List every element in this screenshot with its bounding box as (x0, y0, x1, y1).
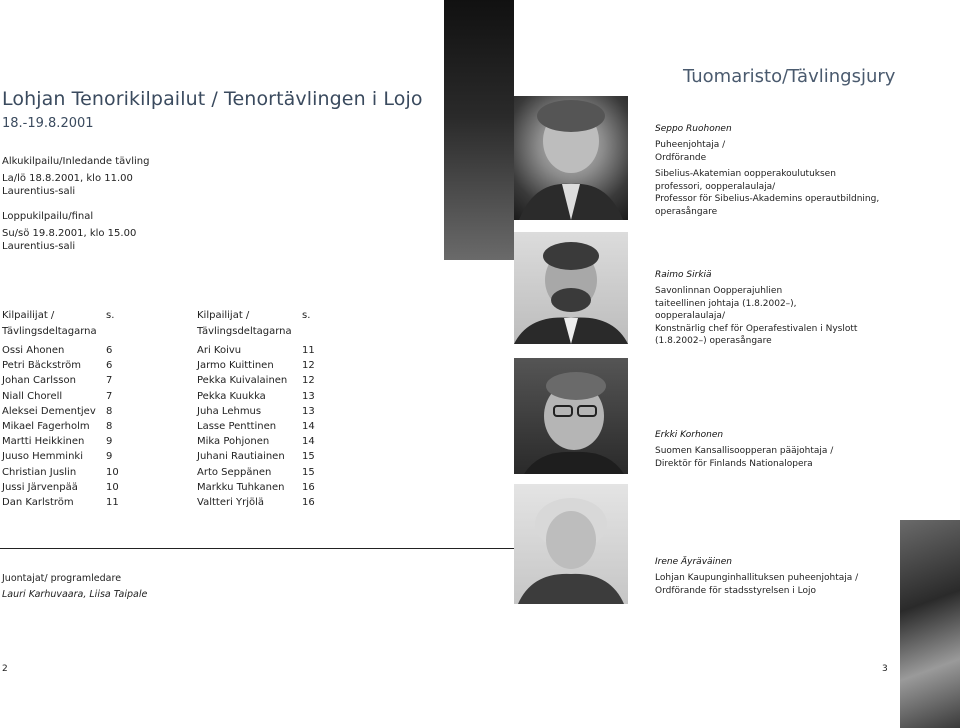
competitor-page: 10 (106, 466, 119, 478)
jury-role: Puheenjohtaja / (655, 140, 726, 150)
competitor-name: Niall Chorell (2, 390, 63, 402)
competitors-header-a (2, 308, 97, 340)
jury-bio: professori, oopperalaulaja/ (655, 181, 776, 192)
competitor-page: 13 (302, 405, 315, 417)
competitor-page: 15 (302, 451, 315, 463)
final-heading: Loppukilpailu/final (2, 211, 94, 222)
competitor-name: Markku Tuhkanen (197, 481, 285, 493)
prelim-heading: Alkukilpailu/Inledande tävling (2, 156, 150, 167)
portrait-shape (514, 96, 628, 220)
competitors-header-line1: Kilpailijat / (197, 310, 250, 321)
competitor-page: 15 (302, 466, 315, 478)
jury-bio: oopperalaulaja/ (655, 311, 725, 321)
competitor-page: 11 (106, 497, 119, 508)
competitor-name: Dan Karlström (2, 497, 74, 508)
portrait-shape (514, 232, 628, 344)
jury-member-2 (655, 270, 955, 348)
prelim-time: La/lö 18.8.2001, klo 11.00 (2, 173, 133, 184)
decorative-edge-image (900, 520, 960, 728)
jury-bio: Savonlinnan Oopperajuhlien (655, 286, 783, 296)
jury-bio: (1.8.2002–) operasångare (655, 336, 772, 346)
competitor-name: Lasse Penttinen (197, 421, 277, 432)
jury-photo-raimo-sirkia (514, 232, 628, 344)
jury-bio: Konstnärlig chef för Operafestivalen i Nyslott (655, 323, 858, 334)
page-col-header-a: s. (106, 310, 115, 321)
jury-bio: Sibelius-Akatemian oopperakoulutuksen (655, 169, 836, 179)
jury-bio: Professor för Sibelius-Akademins operautbildning, (655, 194, 880, 204)
competitor-page: 10 (106, 481, 119, 493)
host-label: Juontajat/ programledare (2, 573, 122, 584)
competitor-page: 7 (106, 390, 113, 402)
competitors-header-line2: Tävlingsdeltagarna (197, 326, 292, 337)
competitor-name: Mikael Fagerholm (2, 421, 90, 432)
competitor-name: Pekka Kuukka (197, 390, 266, 402)
competitors-header-line1: Kilpailijat / (2, 310, 55, 321)
portrait-shape (514, 358, 628, 474)
competitor-page: 9 (106, 436, 113, 448)
page-title: Lohjan Tenorikilpailut / Tenortävlingen i Lojo (2, 88, 423, 110)
page-col-header-b: s. (302, 310, 311, 321)
jury-photo-irene-ayravainen (514, 484, 628, 604)
competitor-page: 16 (302, 497, 315, 508)
competitor-name: Martti Heikkinen (2, 436, 85, 448)
jury-title: Tuomaristo/Tävlingsjury (683, 66, 896, 87)
competitor-page: 11 (302, 345, 315, 356)
competitor-page: 12 (302, 375, 315, 387)
competitors-header-line2: Tävlingsdeltagarna (2, 326, 97, 337)
jury-bio: Suomen Kansallisoopperan pääjohtaja / (655, 446, 834, 456)
dark-background-image (444, 0, 514, 260)
jury-photo-seppo-ruohonen (514, 96, 628, 220)
host-names: Lauri Karhuvaara, Liisa Taipale (2, 589, 148, 600)
event-dates: 18.-19.8.2001 (2, 116, 94, 131)
competitor-name: Johan Carlsson (2, 375, 76, 387)
page-number-right: 3 (882, 664, 888, 674)
competitor-page: 12 (302, 360, 315, 372)
jury-bio: Direktör för Finlands Nationalopera (655, 458, 813, 469)
competitor-page: 6 (106, 360, 113, 372)
competitor-page: 7 (106, 375, 113, 387)
competitor-name: Mika Pohjonen (197, 436, 270, 448)
competitor-name: Aleksei Dementjev (2, 405, 96, 417)
final-time: Su/sö 19.8.2001, klo 15.00 (2, 228, 137, 239)
page-number-left: 2 (2, 664, 8, 674)
competitor-name: Arto Seppänen (197, 466, 272, 478)
final-venue: Laurentius-sali (2, 241, 76, 252)
competitor-name: Petri Bäckström (2, 360, 81, 372)
competitors-header-b (197, 308, 292, 340)
jury-bio: operasångare (655, 206, 718, 217)
competitor-page: 14 (302, 421, 315, 432)
competitor-page: 14 (302, 436, 315, 448)
competitor-page: 13 (302, 390, 315, 402)
competitor-page: 6 (106, 345, 113, 356)
prelim-venue: Laurentius-sali (2, 186, 76, 197)
competitor-page: 9 (106, 451, 113, 463)
competitor-name: Ossi Ahonen (2, 345, 65, 356)
jury-name: Raimo Sirkiä (655, 270, 712, 280)
competitor-name: Juha Lehmus (197, 405, 262, 417)
competitor-page: 8 (106, 421, 113, 432)
competitor-name: Valtteri Yrjölä (197, 497, 265, 508)
jury-member-3 (655, 430, 955, 470)
jury-role: Ordförande (655, 152, 707, 163)
competitor-page: 16 (302, 481, 315, 493)
jury-bio: Lohjan Kaupunginhallituksen puheenjohtaja / (655, 573, 859, 583)
competitor-name: Juuso Hemminki (2, 451, 83, 463)
competitor-page: 8 (106, 405, 113, 417)
competitor-name: Juhani Rautiainen (197, 451, 285, 463)
jury-name: Irene Äyräväinen (655, 557, 732, 567)
jury-photo-erkki-korhonen (514, 358, 628, 474)
competitor-name: Jussi Järvenpää (2, 481, 78, 493)
competitor-name: Ari Koivu (197, 345, 242, 356)
competitor-name: Christian Juslin (2, 466, 77, 478)
jury-bio: taiteellinen johtaja (1.8.2002–), (655, 298, 797, 309)
competitor-name: Jarmo Kuittinen (197, 360, 274, 372)
jury-name: Erkki Korhonen (655, 430, 724, 440)
jury-member-1 (655, 124, 955, 218)
competitor-name: Pekka Kuivalainen (197, 375, 288, 387)
jury-bio: Ordförande för stadsstyrelsen i Lojo (655, 585, 817, 596)
jury-name: Seppo Ruohonen (655, 124, 732, 134)
portrait-shape (514, 484, 628, 604)
